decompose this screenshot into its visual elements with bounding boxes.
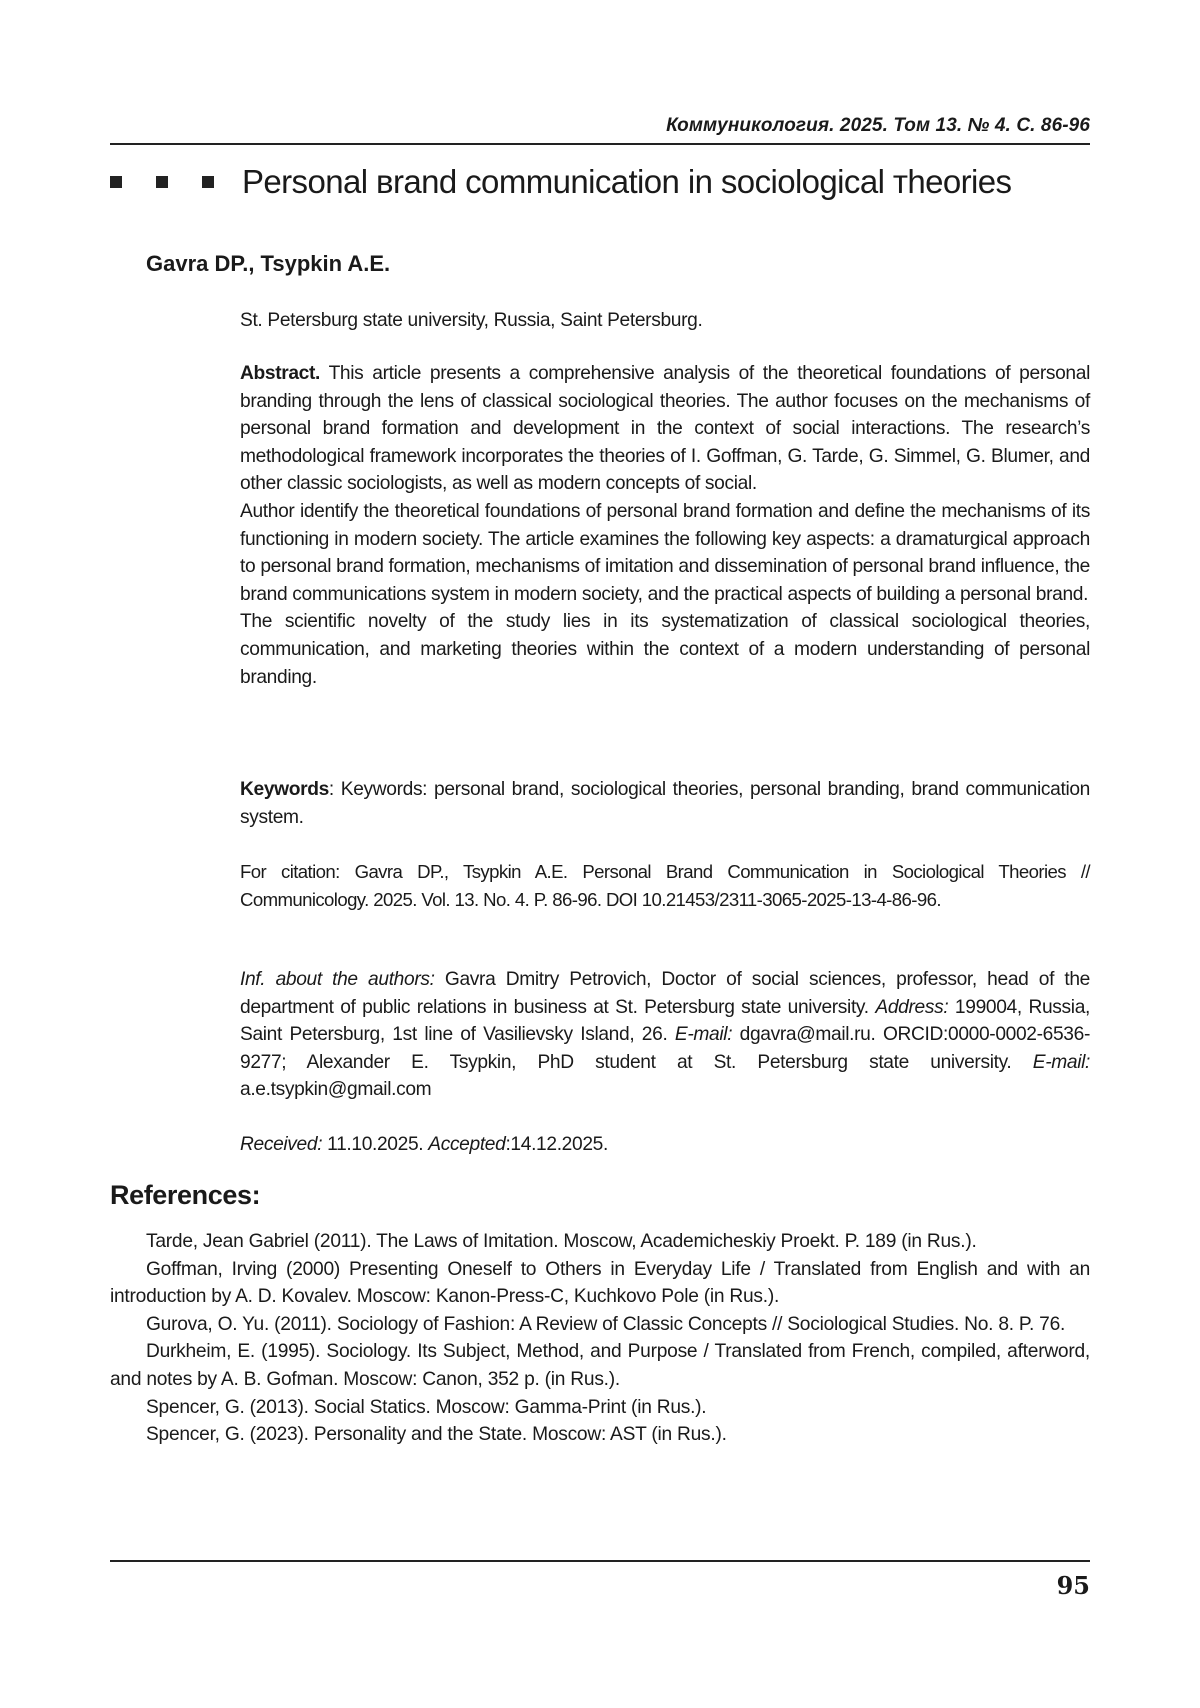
email-label: E-mail: (1032, 1051, 1090, 1073)
keywords-text: : Keywords: personal brand, sociological theories, personal branding, brand communication system. (240, 779, 1090, 828)
abstract-paragraph (240, 360, 1090, 498)
abstract (240, 360, 1090, 691)
citation: For citation: Gavra DP., Tsypkin A.E. Personal Brand Communication in Sociological Theories // Communicology. 2025. Vol. 13. No. 4. P. 86-96. DOI 10.21453/2311-3065-2025-13-4-86-96. (240, 861, 1090, 910)
abstract-label: Abstract. (240, 363, 321, 384)
abstract-paragraph: Author identify the theoretical foundations of personal brand formation and define the mechanisms of its functioning in modern society. The article examines the following key aspects: a dramaturgical approach to personal brand formation, mechanisms of imitation and dissemination of personal brand influence, the brand communications system in modern society, and the practical aspects of building a personal brand. (240, 500, 1090, 605)
references-heading: References: (110, 1180, 261, 1210)
page-number: 95 (1056, 1571, 1090, 1600)
reference-item: Spencer, G. (2013). Social Statics. Moscow: Gamma-Print (in Rus.). (146, 1396, 707, 1418)
affiliation: St. Petersburg state university, Russia, Saint Petersburg. (240, 310, 703, 331)
keywords-label: Keywords (240, 779, 329, 800)
received-date: 11.10.2025. (322, 1134, 429, 1155)
email-text: dgavra@mail.ru. ORCID:0000-0002-6536-9277; Alexander E. Tsypkin, PhD student at St. Petersburg state university. (240, 1024, 1090, 1073)
running-head: Коммуникология. 2025. Том 13. № 4. С. 86-96 (666, 115, 1090, 136)
accepted-date: :14.12.2025. (505, 1134, 608, 1155)
abstract-text: This article presents a comprehensive analysis of the theoretical foundations of personal branding through the lens of classical sociological theories. The author focuses on the mechanisms of personal brand formation and development in the context of social interactions. The research’s methodological framework incorporates the theories of I. Goffman, G. Tarde, G. Simmel, G. Blumer, and other classic sociologists, as well as modern concepts of social. (240, 363, 1090, 495)
authors-info-label: Inf. about the authors: (240, 969, 435, 990)
square-bullet-icon (156, 176, 168, 188)
address-text: 199004, Russia, Saint Petersburg, 1st line of Vasilievsky Island, 26. (240, 996, 1090, 1046)
dates (240, 1131, 1090, 1159)
address-label: Address: (875, 996, 949, 1018)
reference-item: Durkheim, E. (1995). Sociology. Its Subject, Method, and Purpose / Translated from French, compiled, afterword, and notes by A. B. Gofman. Moscow: Canon, 352 p. (in Rus.). (110, 1341, 1090, 1390)
received-label: Received: (240, 1134, 323, 1155)
authors-info-text: Gavra Dmitry Petrovich, Doctor of social sciences, professor, head of the department of public relations in business at St. Petersburg state university. (240, 969, 1090, 1018)
reference-item: Tarde, Jean Gabriel (2011). The Laws of Imitation. Moscow, Academicheskiy Proekt. P. 189 (in Rus.). (146, 1231, 977, 1252)
title-row (110, 163, 1090, 201)
reference-item: Gurova, O. Yu. (2011). Sociology of Fashion: A Review of Classic Concepts // Sociological Studies. No. 8. P. 76. (146, 1313, 1066, 1335)
email-label: E-mail: (674, 1024, 733, 1046)
square-bullet-icon (110, 176, 122, 188)
references-list (110, 1228, 1090, 1449)
header-rule (110, 143, 1090, 145)
footer-rule (110, 1560, 1090, 1562)
abstract-paragraph: The scientific novelty of the study lies in its systematization of classical sociological theories, communication, and marketing theories within the context of a modern understanding of personal branding. (240, 611, 1090, 688)
keywords (240, 776, 1090, 831)
reference-item: Spencer, G. (2023). Personality and the State. Moscow: AST (in Rus.). (146, 1424, 727, 1446)
accepted-label: Accepted (428, 1134, 506, 1155)
article-title: Personal вrand communication in sociological тheories (242, 163, 1012, 200)
authors: Gavra DP., Tsypkin A.E. (146, 251, 391, 276)
square-bullet-icon (202, 176, 214, 188)
email-text: a.e.tsypkin@gmail.com (240, 1079, 432, 1101)
authors-info (240, 966, 1090, 1104)
reference-item: Goffman, Irving (2000) Presenting Oneself to Others in Everyday Life / Translated from English and with an introduction by A. D. Kovalev. Moscow: Kanon-Press-C, Kuchkovo Pole (in Rus.). (110, 1258, 1090, 1308)
